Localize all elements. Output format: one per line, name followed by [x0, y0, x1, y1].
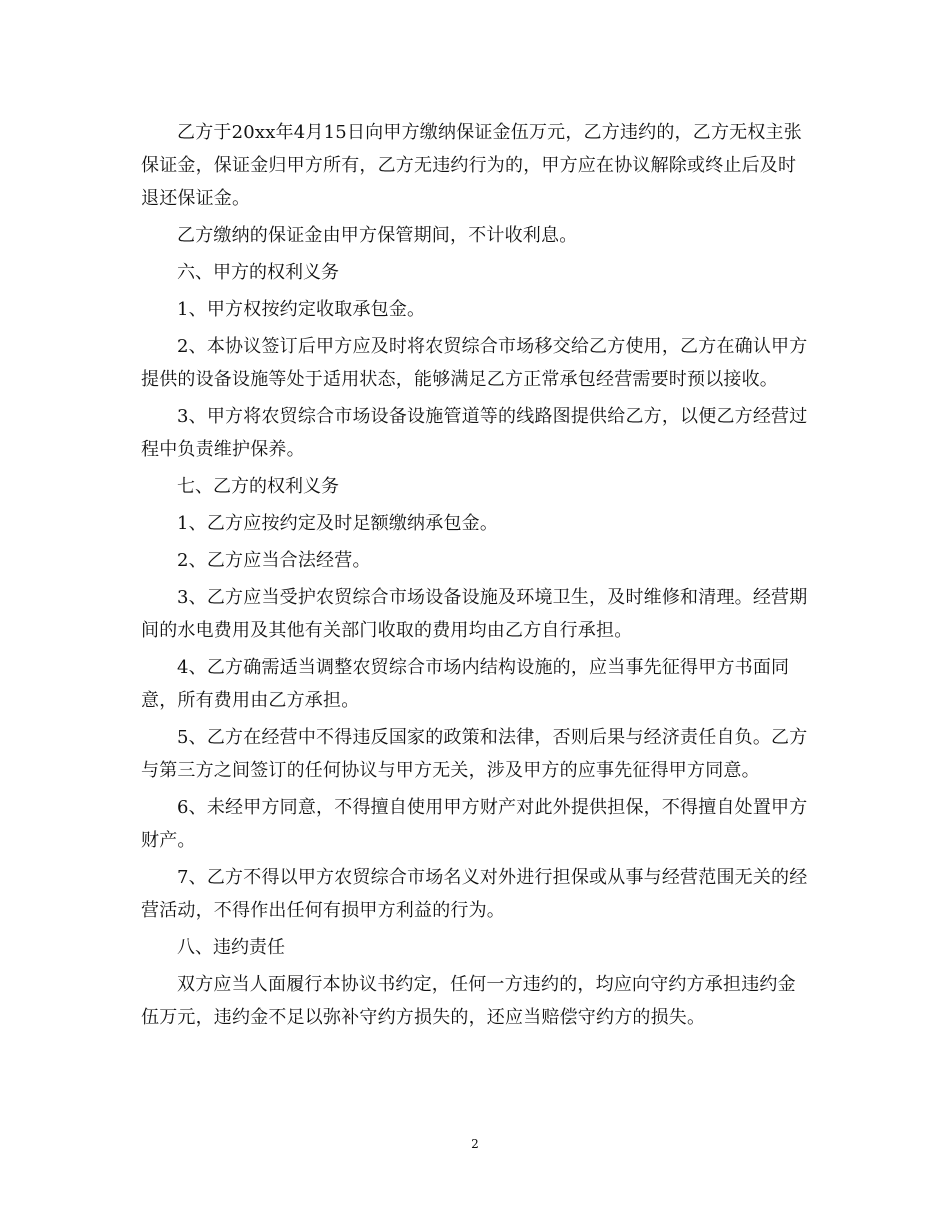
section-heading-party-b-rights: 七、乙方的权利义务 — [177, 476, 339, 497]
clause-party-a-2: 2、本协议签订后甲方应及时将农贸综合市场移交给乙方使用，乙方在确认甲方提供的设备设施等处于适用状态，能够满足乙方正常承包经营需要时预以接收。 — [141, 336, 808, 390]
clause-party-b-2: 2、乙方应当合法经营。 — [177, 550, 371, 571]
clause-party-b-4: 4、乙方确需适当调整农贸综合市场内结构设施的，应当事先征得甲方书面同意，所有费用由乙方承担。 — [141, 657, 790, 711]
clause-party-b-5: 5、乙方在经营中不得违反国家的政策和法律，否则后果与经济责任自负。乙方与第三方之间签订的任何协议与甲方无关，涉及甲方的应事先征得甲方同意。 — [141, 727, 808, 781]
section-heading-liability: 八、违约责任 — [177, 937, 285, 958]
clause-party-b-7: 7、乙方不得以甲方农贸综合市场名义对外进行担保或从事与经营范围无关的经营活动，不得作出任何有损甲方利益的行为。 — [141, 867, 808, 921]
clause-party-a-1: 1、甲方权按约定收取承包金。 — [177, 299, 426, 320]
clause-party-b-1: 1、乙方应按约定及时足额缴纳承包金。 — [177, 513, 499, 534]
clause-party-a-3: 3、甲方将农贸综合市场设备设施管道等的线路图提供给乙方，以便乙方经营过程中负责维护保养。 — [141, 406, 808, 460]
document-body — [141, 116, 811, 1038]
clause-party-b-3: 3、乙方应当受护农贸综合市场设备设施及环境卫生，及时维修和清理。经营期间的水电费用及其他有关部门收取的费用均由乙方自行承担。 — [141, 587, 808, 641]
clause-party-b-6: 6、未经甲方同意，不得擅自使用甲方财产对此外提供担保，不得擅自处置甲方财产。 — [141, 797, 808, 851]
clause-liability: 双方应当人面履行本协议书约定，任何一方违约的，均应向守约方承担违约金伍万元，违约金不足以弥补守约方损失的，还应当赔偿守约方的损失。 — [141, 974, 796, 1028]
paragraph-deposit-payment: 乙方于20xx年4月15日向甲方缴纳保证金伍万元，乙方违约的，乙方无权主张保证金，保证金归甲方所有，乙方无违约行为的，甲方应在协议解除或终止后及时退还保证金。 — [141, 122, 802, 209]
paragraph-deposit-interest: 乙方缴纳的保证金由甲方保管期间，不计收利息。 — [177, 225, 578, 246]
page-number: 2 — [471, 1137, 479, 1151]
section-heading-party-a-rights: 六、甲方的权利义务 — [177, 262, 339, 283]
